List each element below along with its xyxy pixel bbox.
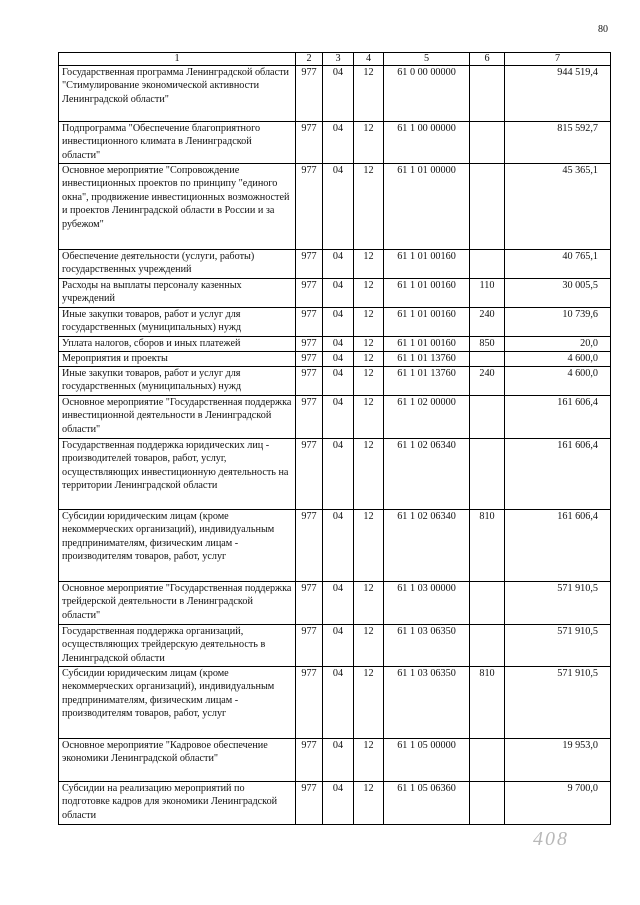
row-code-4: 12: [354, 739, 384, 782]
row-name: Основное мероприятие "Государственная поддержка трейдерской деятельности в Ленинградской области": [59, 582, 296, 625]
row-code-6: [470, 782, 505, 825]
table-row: [59, 250, 611, 279]
row-code-3: 04: [323, 396, 354, 439]
row-code-2: 977: [296, 582, 323, 625]
row-code-5: 61 1 05 00000: [384, 739, 470, 782]
row-amount: 45 365,1: [505, 164, 611, 250]
row-code-4: 12: [354, 510, 384, 582]
row-code-3: 04: [323, 667, 354, 739]
table-row: [59, 739, 611, 782]
row-code-2: 977: [296, 625, 323, 667]
row-code-6: [470, 625, 505, 667]
row-code-3: 04: [323, 510, 354, 582]
row-code-3: 04: [323, 625, 354, 667]
row-code-4: 12: [354, 396, 384, 439]
row-code-3: 04: [323, 739, 354, 782]
row-code-6: [470, 439, 505, 510]
row-code-5: 61 1 01 13760: [384, 352, 470, 367]
row-code-5: 61 1 02 06340: [384, 439, 470, 510]
row-name: Государственная программа Ленинградской области "Стимулирование экономической активности Ленинградской области": [59, 66, 296, 122]
row-code-4: 12: [354, 367, 384, 396]
table-row: [59, 164, 611, 250]
row-code-4: 12: [354, 279, 384, 308]
row-code-5: 61 1 01 00160: [384, 279, 470, 308]
row-code-2: 977: [296, 367, 323, 396]
row-code-5: 61 1 01 00160: [384, 250, 470, 279]
row-code-4: 12: [354, 667, 384, 739]
row-code-5: 61 1 03 06350: [384, 667, 470, 739]
row-amount: 10 739,6: [505, 308, 611, 337]
row-name: Расходы на выплаты персоналу казенных учреждений: [59, 279, 296, 308]
row-code-2: 977: [296, 396, 323, 439]
table-row: [59, 367, 611, 396]
row-code-3: 04: [323, 308, 354, 337]
table-row: [59, 337, 611, 352]
row-amount: 20,0: [505, 337, 611, 352]
row-code-6: [470, 396, 505, 439]
row-code-3: 04: [323, 367, 354, 396]
row-code-6: [470, 739, 505, 782]
row-code-3: 04: [323, 782, 354, 825]
row-amount: 815 592,7: [505, 122, 611, 164]
row-code-3: 04: [323, 337, 354, 352]
row-name: Основное мероприятие "Кадровое обеспечение экономики Ленинградской области": [59, 739, 296, 782]
handwritten-mark: 408: [533, 828, 569, 850]
row-code-4: 12: [354, 782, 384, 825]
row-code-6: [470, 66, 505, 122]
column-header: 2: [296, 53, 323, 66]
row-code-4: 12: [354, 352, 384, 367]
table-row: [59, 439, 611, 510]
table-row: [59, 279, 611, 308]
row-code-3: 04: [323, 66, 354, 122]
row-code-4: 12: [354, 582, 384, 625]
row-code-4: 12: [354, 337, 384, 352]
budget-table: [58, 52, 611, 825]
row-code-6: [470, 250, 505, 279]
row-code-2: 977: [296, 122, 323, 164]
row-code-2: 977: [296, 667, 323, 739]
row-amount: 944 519,4: [505, 66, 611, 122]
row-code-3: 04: [323, 122, 354, 164]
table-row: [59, 396, 611, 439]
table-row: [59, 66, 611, 122]
row-code-5: 61 1 05 06360: [384, 782, 470, 825]
row-code-4: 12: [354, 625, 384, 667]
row-code-6: [470, 582, 505, 625]
row-code-2: 977: [296, 782, 323, 825]
row-amount: 161 606,4: [505, 439, 611, 510]
row-amount: 30 005,5: [505, 279, 611, 308]
row-amount: 571 910,5: [505, 667, 611, 739]
row-code-4: 12: [354, 308, 384, 337]
row-amount: 40 765,1: [505, 250, 611, 279]
row-name: Государственная поддержка юридических лиц - производителей товаров, работ, услуг, осуществляющих инвестиционную деятельность на территории Ленинградской области: [59, 439, 296, 510]
row-code-6: 240: [470, 308, 505, 337]
row-code-3: 04: [323, 582, 354, 625]
row-name: Обеспечение деятельности (услуги, работы) государственных учреждений: [59, 250, 296, 279]
row-code-4: 12: [354, 164, 384, 250]
row-code-3: 04: [323, 352, 354, 367]
row-amount: 19 953,0: [505, 739, 611, 782]
row-code-4: 12: [354, 250, 384, 279]
column-header: 5: [384, 53, 470, 66]
row-name: Субсидии юридическим лицам (кроме некоммерческих организаций), индивидуальным предпринимателям, физическим лицам - производителям товаров, работ, услуг: [59, 667, 296, 739]
row-code-3: 04: [323, 439, 354, 510]
row-amount: 4 600,0: [505, 367, 611, 396]
row-code-5: 61 1 02 06340: [384, 510, 470, 582]
table-row: [59, 625, 611, 667]
row-code-4: 12: [354, 122, 384, 164]
row-code-5: 61 1 01 00160: [384, 337, 470, 352]
table-row: [59, 122, 611, 164]
column-header: 6: [470, 53, 505, 66]
row-name: Мероприятия и проекты: [59, 352, 296, 367]
row-name: Государственная поддержка организаций, осуществляющих трейдерскую деятельность в Ленинградской области: [59, 625, 296, 667]
table-row: [59, 667, 611, 739]
row-code-3: 04: [323, 279, 354, 308]
row-code-2: 977: [296, 164, 323, 250]
row-code-2: 977: [296, 352, 323, 367]
row-name: Подпрограмма "Обеспечение благоприятного инвестиционного климата в Ленинградской области": [59, 122, 296, 164]
row-name: Субсидии юридическим лицам (кроме некоммерческих организаций), индивидуальным предпринимателям, физическим лицам - производителям товаров, работ, услуг: [59, 510, 296, 582]
row-code-5: 61 0 00 00000: [384, 66, 470, 122]
row-code-5: 61 1 01 00000: [384, 164, 470, 250]
row-code-2: 977: [296, 439, 323, 510]
row-code-5: 61 1 03 06350: [384, 625, 470, 667]
row-amount: 9 700,0: [505, 782, 611, 825]
row-code-6: 850: [470, 337, 505, 352]
row-amount: 161 606,4: [505, 396, 611, 439]
row-code-2: 977: [296, 308, 323, 337]
row-code-3: 04: [323, 250, 354, 279]
row-code-5: 61 1 01 00160: [384, 308, 470, 337]
column-header: 1: [59, 53, 296, 66]
row-name: Уплата налогов, сборов и иных платежей: [59, 337, 296, 352]
row-code-5: 61 1 00 00000: [384, 122, 470, 164]
column-header: 3: [323, 53, 354, 66]
row-code-2: 977: [296, 279, 323, 308]
row-name: Основное мероприятие "Сопровождение инвестиционных проектов по принципу "единого окна", продвижение инвестиционных возможностей и проектов Ленинградской области в России и за рубежом": [59, 164, 296, 250]
row-amount: 571 910,5: [505, 582, 611, 625]
row-code-6: 810: [470, 667, 505, 739]
row-code-6: [470, 122, 505, 164]
row-code-6: [470, 352, 505, 367]
row-code-2: 977: [296, 250, 323, 279]
row-code-5: 61 1 02 00000: [384, 396, 470, 439]
row-code-2: 977: [296, 337, 323, 352]
row-name: Основное мероприятие "Государственная поддержка инвестиционной деятельности в Ленинградской области": [59, 396, 296, 439]
column-header: 4: [354, 53, 384, 66]
column-header: 7: [505, 53, 611, 66]
row-name: Иные закупки товаров, работ и услуг для государственных (муниципальных) нужд: [59, 308, 296, 337]
row-code-6: 240: [470, 367, 505, 396]
row-code-2: 977: [296, 739, 323, 782]
row-name: Субсидии на реализацию мероприятий по подготовке кадров для экономики Ленинградской области: [59, 782, 296, 825]
row-amount: 161 606,4: [505, 510, 611, 582]
row-code-6: 110: [470, 279, 505, 308]
row-code-6: 810: [470, 510, 505, 582]
row-code-2: 977: [296, 66, 323, 122]
table-row: [59, 510, 611, 582]
row-code-4: 12: [354, 66, 384, 122]
row-code-6: [470, 164, 505, 250]
row-code-2: 977: [296, 510, 323, 582]
row-amount: 4 600,0: [505, 352, 611, 367]
table-row: [59, 782, 611, 825]
row-code-5: 61 1 03 00000: [384, 582, 470, 625]
row-amount: 571 910,5: [505, 625, 611, 667]
row-code-5: 61 1 01 13760: [384, 367, 470, 396]
page-number: 80: [598, 24, 608, 35]
table-row: [59, 352, 611, 367]
row-code-4: 12: [354, 439, 384, 510]
table-header-row: [59, 53, 611, 66]
table-row: [59, 308, 611, 337]
table-row: [59, 582, 611, 625]
row-name: Иные закупки товаров, работ и услуг для государственных (муниципальных) нужд: [59, 367, 296, 396]
row-code-3: 04: [323, 164, 354, 250]
